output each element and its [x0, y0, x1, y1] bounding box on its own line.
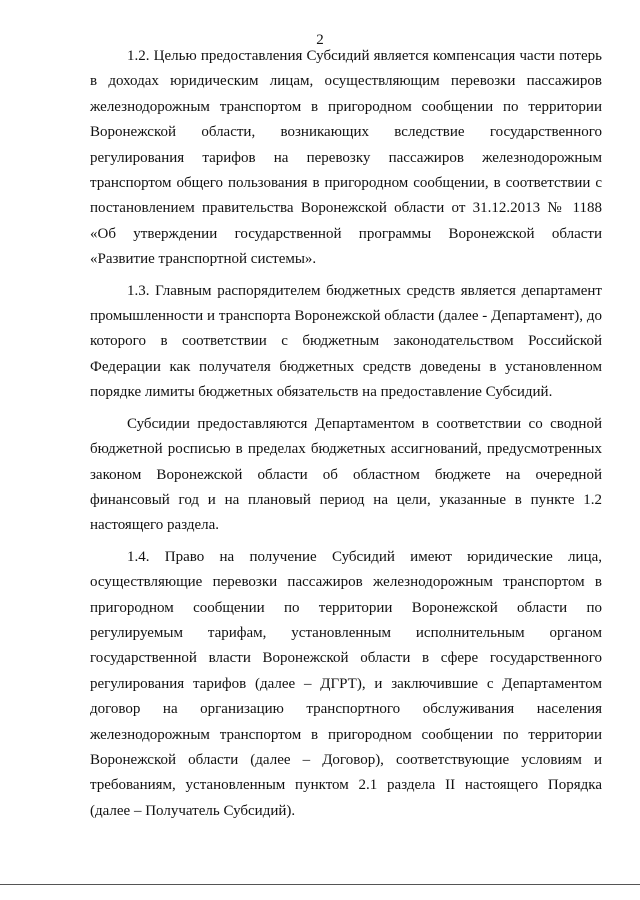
bottom-divider	[0, 884, 640, 885]
paragraph-1-4: 1.4. Право на получение Субсидий имеют юридические лица, осуществляющие перевозки пассажиров железнодорожным транспортом в пригородном сообщении по территории Воронежской области по регулируемым тарифам, установленным исполнительным органом государственной власти Воронежской области в сфере государственного регулирования тарифов (далее – ДГРТ), и заключившие с Департаментом договор на организацию транспортного обслуживания населения железнодорожным транспортом в пригородном сообщении по территории Воронежской области (далее – Договор), соответствующие условиям и требованиям, установленным пунктом 2.1 раздела II настоящего Порядка (далее – Получатель Субсидий).	[90, 548, 602, 819]
page-number: 2	[316, 32, 324, 48]
paragraph-subsidies: Субсидии предоставляются Департаментом в соответствии со сводной бюджетной росписью в пределах бюджетных ассигнований, предусмотренных законом Воронежской области об областном бюджете на очередной финансовый год и на плановый период на цели, указанные в пункте 1.2 настоящего раздела.	[90, 415, 602, 534]
document-body	[90, 44, 602, 830]
paragraph-1-2: 1.2. Целью предоставления Субсидий является компенсация части потерь в доходах юридическим лицам, осуществляющим перевозки пассажиров железнодорожным транспортом в пригородном сообщении по территории Воронежской области, возникающих вследствие государственного регулирования тарифов на перевозку пассажиров железнодорожным транспортом общего пользования в пригородном сообщении, в соответствии с постановлением правительства Воронежской области от 31.12.2013 № 1188 «Об утверждении государственной программы Воронежской области «Развитие транспортной системы».	[90, 48, 602, 268]
paragraph-1-3: 1.3. Главным распорядителем бюджетных средств является департамент промышленности и транспорта Воронежской области (далее - Департамент), до которого в соответствии с бюджетным законодательством Российской Федерации как получателя бюджетных средств доведены в установленном порядке лимиты бюджетных обязательств на предоставление Субсидий.	[90, 282, 602, 401]
